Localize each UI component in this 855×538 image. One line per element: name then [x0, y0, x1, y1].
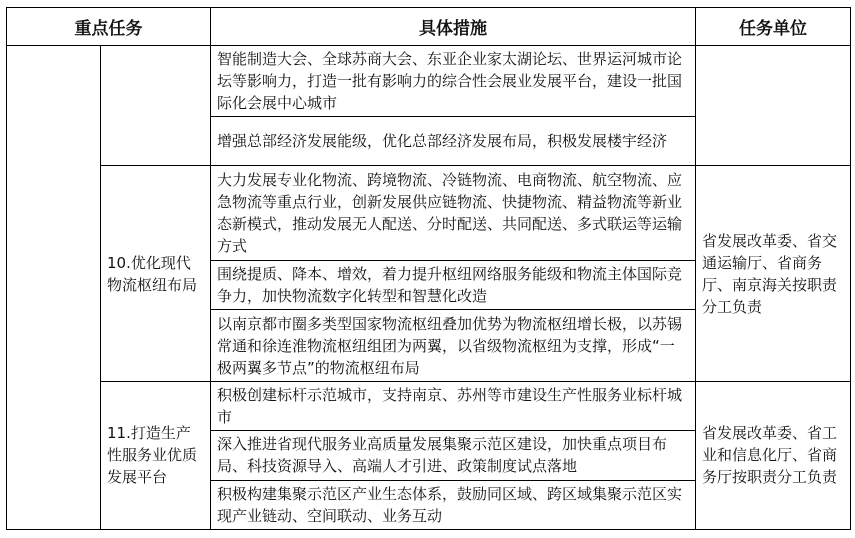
table-row: [7, 46, 851, 117]
measure-cell: 增强总部经济发展能级，优化总部经济发展布局，积极发展楼宇经济: [211, 116, 696, 165]
task-name-10: 10.优化现代物流枢纽布局: [101, 166, 211, 382]
header-measures: 具体措施: [211, 8, 696, 46]
table-row: [7, 166, 851, 261]
measure-cell: 智能制造大会、全球苏商大会、东亚企业家太湖论坛、世界运河城市论坛等影响力，打造一批有影响力的综合性会展业发展平台，建设一批国际化会展中心城市: [211, 46, 696, 117]
measure-cell: 积极创建标杆示范城市，支持南京、苏州等市建设生产性服务业标杆城市: [211, 381, 696, 430]
measure-cell: 围绕提质、降本、增效，着力提升枢纽网络服务能级和物流主体国际竞争力，加快物流数字化转型和智慧化改造: [211, 260, 696, 309]
table-row: [7, 381, 851, 430]
measure-cell: 以南京都市圈多类型国家物流枢纽叠加优势为物流枢纽增长极，以苏锡常通和徐连淮物流枢纽组团为两翼，以省级物流枢纽为支撑，形成“一极两翼多节点”的物流枢纽布局: [211, 310, 696, 382]
unit-blank-cell: [696, 46, 851, 166]
header-task: 重点任务: [7, 8, 211, 46]
task-unit-11: 省发展改革委、省工业和信息化厅、省商务厅按职责分工负责: [696, 381, 851, 529]
left-blank-cell: [7, 46, 101, 530]
task-unit-10: 省发展改革委、省交通运输厅、省商务厅、南京海关按职责分工负责: [696, 166, 851, 382]
header-unit: 任务单位: [696, 8, 851, 46]
measure-cell: 积极构建集聚示范区产业生态体系，鼓励同区域、跨区域集聚示范区实现产业链动、空间联动、业务互动: [211, 480, 696, 529]
task-blank-cell: [101, 46, 211, 166]
measure-cell: 大力发展专业化物流、跨境物流、冷链物流、电商物流、航空物流、应急物流等重点行业，创新发展供应链物流、快捷物流、精益物流等新业态新模式，推动发展无人配送、分时配送、共同配送、多式联运等运输方式: [211, 166, 696, 261]
task-table: [6, 7, 851, 530]
measure-cell: 深入推进省现代服务业高质量发展集聚示范区建设，加快重点项目布局、科技资源导入、高端人才引进、政策制度试点落地: [211, 431, 696, 480]
task-name-11: 11.打造生产性服务业优质发展平台: [101, 381, 211, 529]
header-row: [7, 8, 851, 46]
